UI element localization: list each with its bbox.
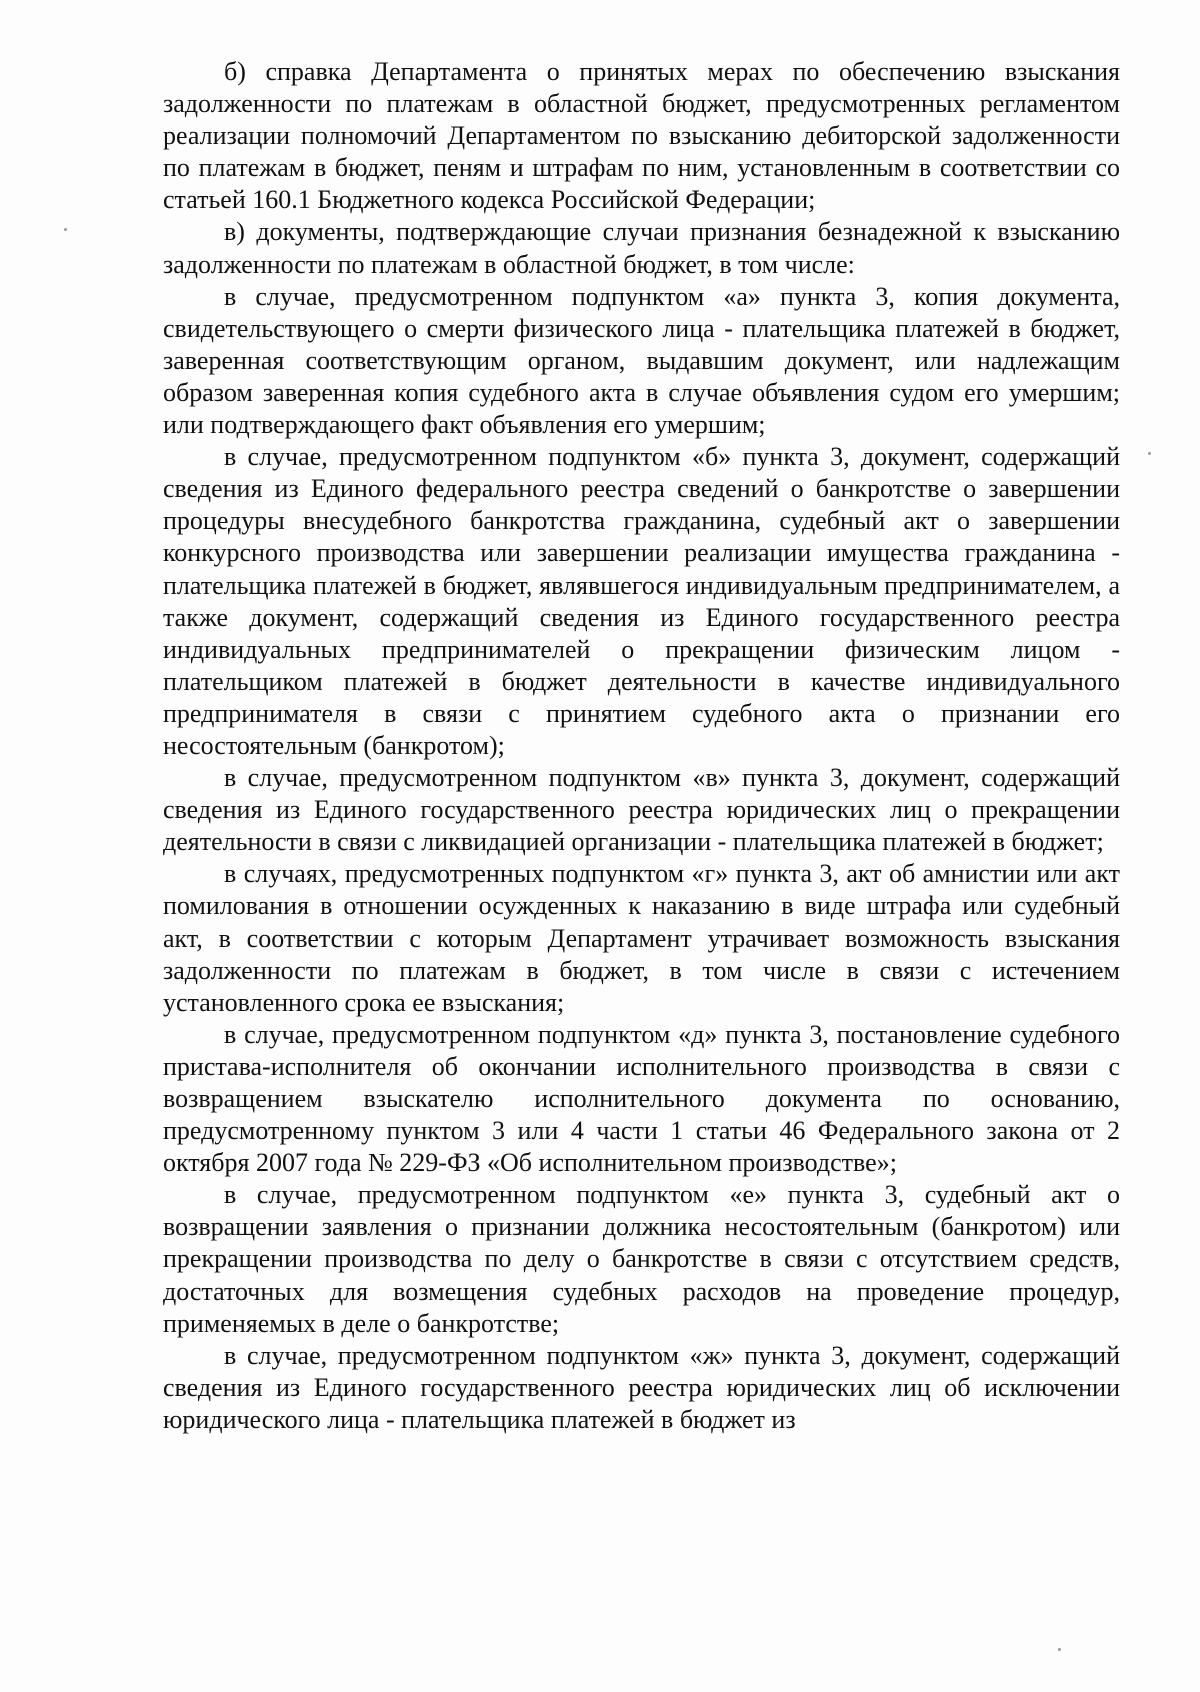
paragraph-b-department-certificate: б) справка Департамента о принятых мерах по обеспечению взыскания задолженности по платежам в областной бюджет, предусмотренных регламентом реализации полномочий Департаментом по взысканию дебиторской задолженности по платежам в бюджет, пеням и штрафам по ним, установленным в соответствии со статьей 160.1 Бюджетного кодекса Российской Федерации; (163, 57, 1120, 215)
paragraph-case-e: в случае, предусмотренном подпунктом «е» пункта 3, судебный акт о возвращении заявления о признании должника несостоятельным (банкротом) или прекращении производства по делу о банкротстве в связи с отсутствием средств, достаточных для возмещения судебных расходов на проведение процедур, применяемых в деле о банкротстве; (163, 1180, 1120, 1338)
paragraph-case-zh: в случае, предусмотренном подпунктом «ж» пункта 3, документ, содержащий сведения из Единого государственного реестра юридических лиц об исключении юридического лица - плательщика платежей в бюджет из (163, 1340, 1120, 1434)
paragraph-case-v: в случае, предусмотренном подпунктом «в» пункта 3, документ, содержащий сведения из Единого государственного реестра юридических лиц о прекращении деятельности в связи с ликвидацией организации - плательщика платежей в бюджет; (163, 763, 1120, 857)
scan-speck (64, 228, 67, 231)
scan-speck (1148, 452, 1151, 455)
scan-speck (1058, 1648, 1061, 1651)
paragraph-case-g: в случаях, предусмотренных подпунктом «г» пункта 3, акт об амнистии или акт помилования в отношении осужденных к наказанию в виде штрафа или судебный акт, в соответствии с которым Департамент утрачивает возможность взыскания задолженности по платежам в бюджет, в том числе в связи с истечением установленного срока ее взыскания; (163, 859, 1120, 1017)
paragraph-case-a: в случае, предусмотренном подпунктом «а» пункта 3, копия документа, свидетельствующего о смерти физического лица - плательщика платежей в бюджет, заверенная соответствующим органом, выдавшим документ, или надлежащим образом заверенная копия судебного акта в случае объявления судом его умершим; или подтверждающего факт объявления его умершим; (163, 281, 1120, 440)
paragraph-v-confirming-documents: в) документы, подтверждающие случаи признания безнадежной к взысканию задолженности по платежам в областной бюджет, в том числе: (163, 217, 1120, 279)
paragraph-case-b: в случае, предусмотренном подпунктом «б» пункта 3, документ, содержащий сведения из Единого федерального реестра сведений о банкротстве о завершении процедуры внесудебного банкротства гражданина, судебный акт о завершении конкурсного производства или завершении реализации имущества гражданина - плательщика платежей в бюджет, являвшегося индивидуальным предпринимателем, а также документ, содержащий сведения из Единого государственного реестра индивидуальных предпринимателей о прекращении физическим лицом - плательщиком платежей в бюджет деятельности в качестве индивидуального предпринимателя в связи с принятием судебного акта о признании его несостоятельным (банкротом); (163, 442, 1120, 760)
paragraph-case-d: в случае, предусмотренном подпунктом «д» пункта 3, постановление судебного пристава-исполнителя об окончании исполнительного производства в связи с возвращением взыскателю исполнительного документа по основанию, предусмотренному пунктом 3 или 4 части 1 статьи 46 Федерального закона от 2 октября 2007 года № 229-ФЗ «Об исполнительном производстве»; (163, 1019, 1120, 1178)
document-body (163, 56, 1120, 1436)
